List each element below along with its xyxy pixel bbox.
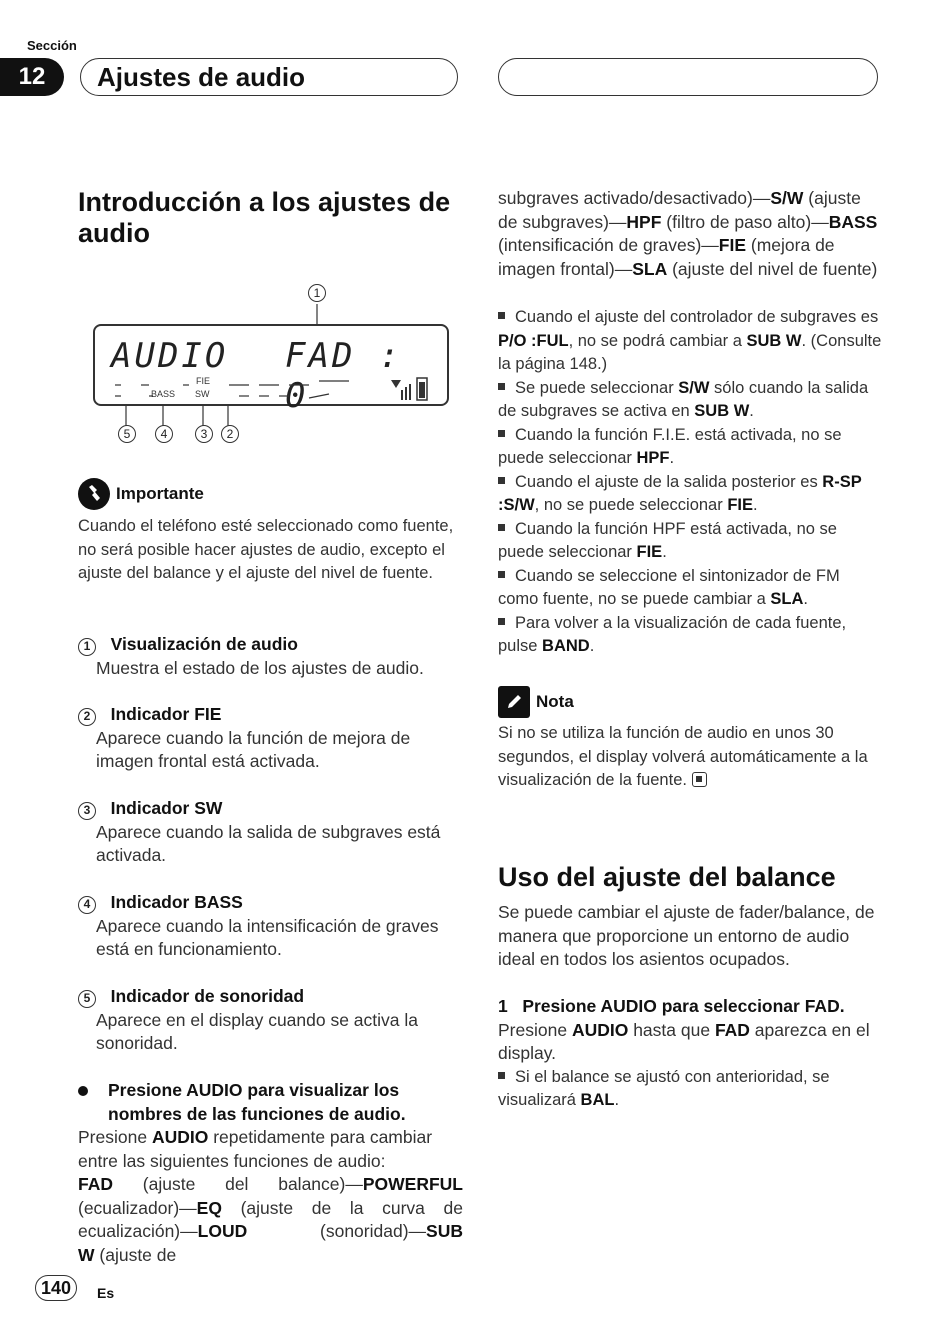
importante-heading <box>78 478 204 510</box>
chapter-title <box>80 58 458 96</box>
item-5 <box>78 985 463 1056</box>
section-heading-balance: Uso del ajuste del balance <box>498 862 836 892</box>
lcd-indicator-sw: SW <box>195 389 210 399</box>
item-2 <box>78 703 463 774</box>
section-heading-intro: Introducción a los ajustes de audio <box>78 187 451 248</box>
function-list-continued: subgraves activado/desactivado)—S/W (ajuste de subgraves)—HPF (filtro de paso alto)—BASS (intensificación de graves)—FIE (mejora de imagen frontal)—SLA (ajuste del nivel de fuente) <box>498 188 878 279</box>
square-bullet-icon <box>498 1072 505 1079</box>
lcd-display <box>93 324 449 416</box>
lcd-indicator-fie: FIE <box>196 376 211 386</box>
square-bullet-icon <box>498 430 505 437</box>
chapter-title-text: Ajustes de audio <box>97 61 306 92</box>
item-3 <box>78 797 463 868</box>
lcd-indicator-bass: BASS <box>151 389 176 399</box>
note-bullet: Para volver a la visualización de cada fuente, pulse BAND. <box>498 613 847 655</box>
item-desc: Muestra el estado de los ajustes de audio. <box>96 657 424 678</box>
note-bullet: Cuando la función HPF está activada, no se puede seleccionar FIE. <box>498 519 837 561</box>
item-desc: Aparece cuando la intensificación de graves está en funcionamiento. <box>96 915 439 959</box>
note-bullet: Cuando la función F.I.E. está activada, no se puede seleccionar HPF. <box>498 425 842 467</box>
end-mark-icon <box>692 772 707 787</box>
section-label: Sección <box>27 38 77 53</box>
step-number: 1 <box>498 996 508 1016</box>
item-desc: Aparece en el display cuando se activa la sonoridad. <box>96 1009 419 1053</box>
pencil-icon <box>498 686 530 718</box>
square-bullet-icon <box>498 477 505 484</box>
item-4 <box>78 891 463 962</box>
nota-heading <box>498 686 574 718</box>
item-title: Indicador BASS <box>110 892 243 912</box>
nota-label: Nota <box>536 692 574 711</box>
importante-text: Cuando el teléfono esté seleccionado como fuente, no será posible hacer ajustes de audio, excepto el ajuste del balance y el ajuste del nivel de fuente. <box>78 517 454 582</box>
importante-label: Importante <box>116 484 204 503</box>
item-number: 4 <box>78 896 96 914</box>
item-1 <box>78 633 463 680</box>
square-bullet-icon <box>498 618 505 625</box>
step-title: Presione AUDIO para visualizar los nombres de las funciones de audio. <box>108 1080 406 1124</box>
header-empty-pill <box>498 58 878 96</box>
step-1 <box>498 995 883 1113</box>
item-number: 5 <box>78 990 96 1008</box>
lcd-text-audio: AUDIO <box>111 336 229 376</box>
item-title: Indicador SW <box>110 798 223 818</box>
step-text: Presione AUDIO repetidamente para cambiar entre las siguientes funciones de audio: <box>78 1127 433 1171</box>
square-bullet-icon <box>498 383 505 390</box>
nota-text: Si no se utiliza la función de audio en unos 30 segundos, el display volverá automáticamente a la visualización de la fuente. <box>498 724 868 789</box>
item-title: Indicador de sonoridad <box>110 986 305 1006</box>
step-title: Presione AUDIO para seleccionar FAD. <box>522 996 845 1016</box>
function-list: FAD (ajuste del balance)—POWERFUL (ecualizador)—EQ (ajuste de la curva de ecualización)—LOUD (sonoridad)—SUB W (ajuste de <box>78 1174 463 1265</box>
callout-number: 1 <box>308 284 326 302</box>
notes-bullet-list <box>498 306 883 659</box>
item-number: 2 <box>78 708 96 726</box>
page-number: 140 <box>35 1275 77 1301</box>
bullet-dot-icon <box>78 1086 88 1096</box>
hand-icon <box>78 478 110 510</box>
lcd-callout-row <box>118 425 239 443</box>
language-code: Es <box>97 1285 115 1301</box>
balance-intro: Se puede cambiar el ajuste de fader/balance, de manera que proporcione un entorno de audio ideal en todos los asientos ocupados. <box>498 902 875 969</box>
lcd-text-fad: FAD : 0 <box>285 336 403 416</box>
callout-3: 3 <box>195 425 213 443</box>
item-desc: Aparece cuando la salida de subgraves está activada. <box>96 821 441 865</box>
square-bullet-icon <box>498 312 505 319</box>
item-number: 1 <box>78 638 96 656</box>
callout-5: 5 <box>118 425 136 443</box>
callout-4: 4 <box>155 425 173 443</box>
note-bullet: Cuando el ajuste del controlador de subgraves es P/O :FUL, no se podrá cambiar a SUB W. (Consulte la página 148.) <box>498 308 882 373</box>
note-bullet: Cuando se seleccione el sintonizador de FM como fuente, no se puede cambiar a SLA. <box>498 566 840 608</box>
item-title: Indicador FIE <box>110 704 222 724</box>
step-1-bullet: Si el balance se ajustó con anterioridad, se visualizará BAL. <box>498 1067 830 1109</box>
square-bullet-icon <box>498 571 505 578</box>
section-number: 12 <box>0 58 64 96</box>
note-bullet: Cuando el ajuste de la salida posterior es R-SP :S/W, no se puede seleccionar FIE. <box>498 472 862 514</box>
item-desc: Aparece cuando la función de mejora de imagen frontal está activada. <box>96 727 411 771</box>
item-number: 3 <box>78 802 96 820</box>
step-1-text: Presione AUDIO hasta que FAD aparezca en el display. <box>498 1019 870 1063</box>
item-title: Visualización de audio <box>110 634 298 654</box>
step-audio-functions <box>78 1079 463 1267</box>
note-bullet: Se puede seleccionar S/W sólo cuando la salida de subgraves se activa en SUB W. <box>498 378 869 420</box>
callout-2: 2 <box>221 425 239 443</box>
square-bullet-icon <box>498 524 505 531</box>
